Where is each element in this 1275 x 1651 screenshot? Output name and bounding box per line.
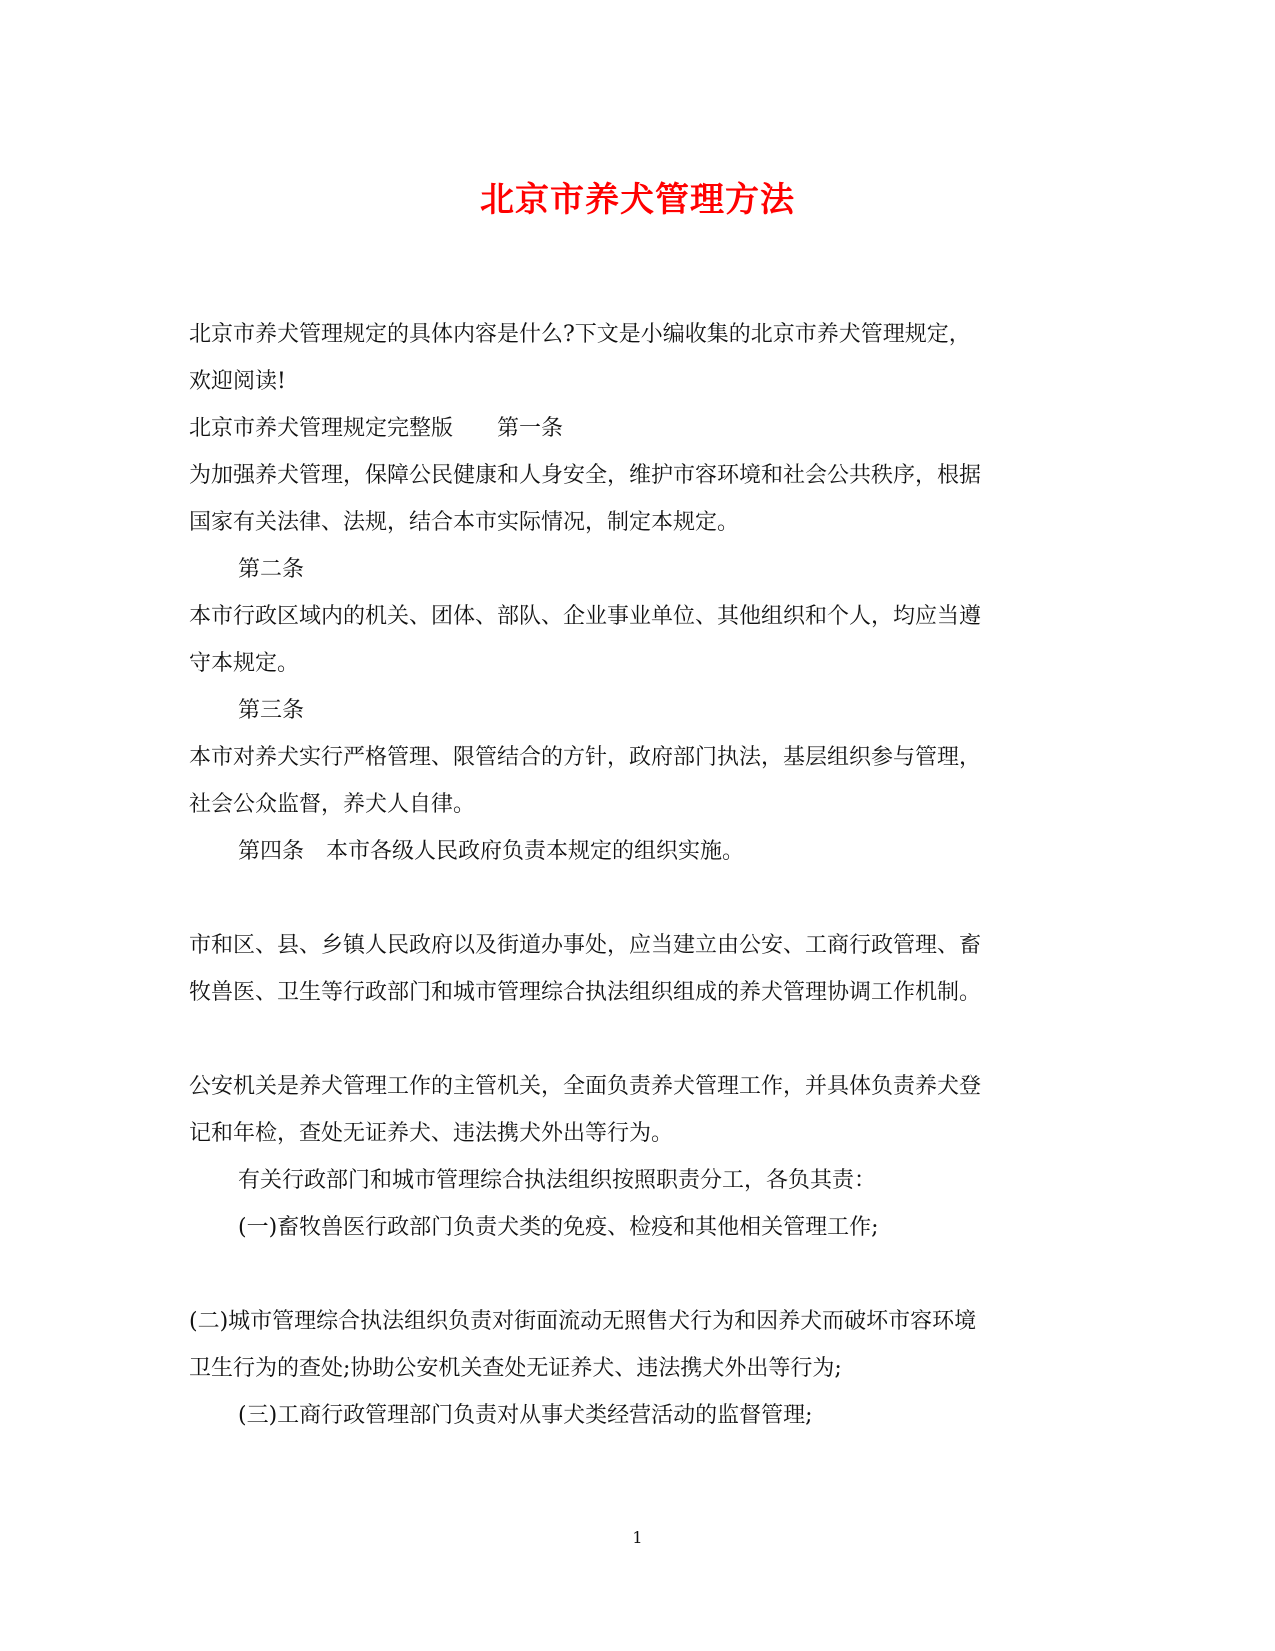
paragraph-line: 第四条 本市各级人民政府负责本规定的组织实施。 (238, 839, 745, 864)
paragraph-line: 记和年检，查处无证养犬、违法携犬外出等行为。 (189, 1121, 674, 1146)
paragraph-line: 公安机关是养犬管理工作的主管机关，全面负责养犬管理工作，并具体负责养犬登 (189, 1074, 982, 1099)
paragraph-line: 牧兽医、卫生等行政部门和城市管理综合执法组织组成的养犬管理协调工作机制。 (189, 980, 982, 1005)
paragraph-line: 有关行政部门和城市管理综合执法组织按照职责分工，各负其责： (238, 1168, 877, 1193)
paragraph-line: 国家有关法律、法规，结合本市实际情况，制定本规定。 (189, 510, 740, 535)
article-heading: 第三条 (238, 698, 305, 723)
paragraph-line: 为加强养犬管理，保障公民健康和人身安全，维护市容环境和社会公共秩序，根据 (189, 463, 982, 488)
article-heading: 第二条 (238, 557, 305, 582)
paragraph-line: 本市行政区域内的机关、团体、部队、企业事业单位、其他组织和个人，均应当遵 (189, 604, 982, 629)
list-item: (一)畜牧兽医行政部门负责犬类的免疫、检疫和其他相关管理工作; (238, 1215, 879, 1240)
paragraph-line: 社会公众监督，养犬人自律。 (189, 792, 476, 817)
list-item: (二)城市管理综合执法组织负责对街面流动无照售犬行为和因养犬而破坏市容环境 (189, 1309, 977, 1334)
page-number: 1 (632, 1528, 643, 1547)
paragraph-line: 守本规定。 (189, 651, 300, 676)
paragraph-line: 本市对养犬实行严格管理、限管结合的方针，政府部门执法，基层组织参与管理， (189, 745, 982, 770)
paragraph-line: 欢迎阅读! (189, 369, 286, 394)
paragraph-line: 北京市养犬管理规定的具体内容是什么?下文是小编收集的北京市养犬管理规定， (189, 322, 971, 347)
paragraph-line: 北京市养犬管理规定完整版 第一条 (189, 416, 564, 441)
paragraph-line: 市和区、县、乡镇人民政府以及街道办事处，应当建立由公安、工商行政管理、畜 (189, 933, 982, 958)
list-item: (三)工商行政管理部门负责对从事犬类经营活动的监督管理; (238, 1403, 813, 1428)
paragraph-line: 卫生行为的查处;协助公安机关查处无证养犬、违法携犬外出等行为; (189, 1356, 842, 1381)
document-title: 北京市养犬管理方法 (480, 180, 795, 220)
